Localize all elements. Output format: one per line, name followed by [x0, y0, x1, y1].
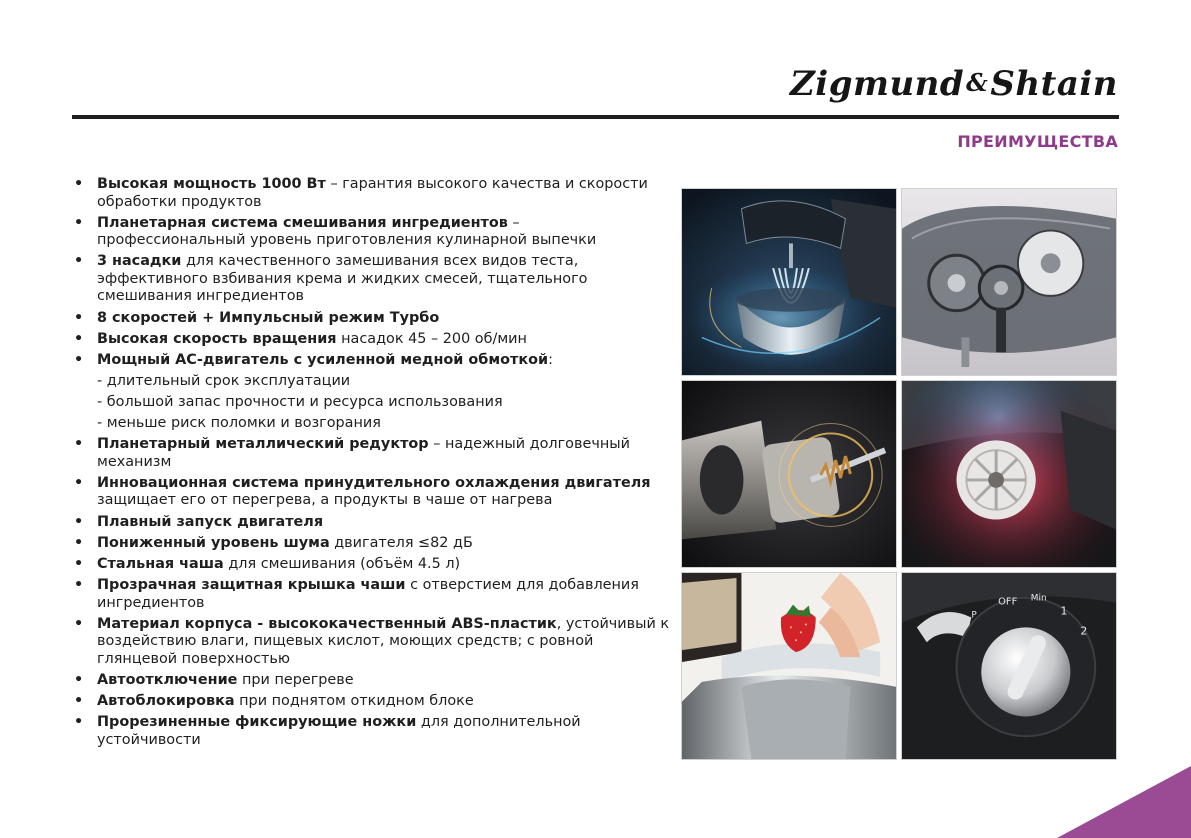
feature-highlight: Планетарная система смешивания ингредиентов	[97, 214, 508, 231]
feature-highlight: Планетарный металлический редуктор	[97, 436, 429, 453]
knob-label-min: Min	[1030, 593, 1047, 604]
knob-label-1: 1	[1060, 604, 1068, 618]
gearbox-cutaway-photo	[901, 188, 1117, 376]
feature-text: - длительный срок эксплуатации	[97, 373, 351, 390]
feature-text: для дополнительной устойчивости	[97, 714, 581, 748]
feature-subitem	[72, 415, 672, 433]
feature-text: – гарантия высокого качества и скорости обработки продуктов	[97, 176, 648, 210]
feature-item	[72, 556, 672, 574]
knob-label-pulse: P	[971, 610, 977, 621]
feature-highlight: Автоотключение	[97, 671, 238, 688]
feature-item	[72, 253, 672, 306]
feature-text: :	[548, 351, 553, 368]
feature-text: для смешивания (объём 4.5 л)	[223, 555, 461, 572]
feature-text: , устойчивый к воздействию влаги, пищевых кислот, моющих средств; с ровной глянцевой поверхностью	[97, 615, 670, 667]
feature-highlight: Прорезиненные фиксирующие ножки	[97, 714, 417, 731]
feature-item	[72, 514, 672, 532]
feature-text: для качественного замешивания всех видов теста, эффективного взбивания крема и жидких смесей, тщательного смешивания ингредиентов	[97, 253, 588, 305]
features-list	[72, 176, 672, 753]
feature-highlight: Плавный запуск двигателя	[97, 513, 324, 530]
feature-text: при поднятом откидном блоке	[234, 693, 474, 710]
feature-highlight: Прозрачная защитная крышка чаши	[97, 577, 406, 594]
bowl-lid-strawberry-photo	[681, 572, 897, 760]
feature-highlight: Высокая мощность 1000 Вт	[97, 176, 326, 192]
mixer-blue-glow-photo	[681, 188, 897, 376]
corner-accent-triangle	[1057, 766, 1191, 838]
feature-text: - меньше риск поломки и возгорания	[97, 415, 381, 432]
feature-subitem	[72, 373, 672, 391]
feature-item	[72, 176, 672, 211]
knob-label-off: OFF	[998, 596, 1018, 608]
feature-item	[72, 310, 672, 328]
feature-highlight: Инновационная система принудительного охлаждения двигателя	[97, 474, 651, 491]
knob-label-2: 2	[1080, 624, 1088, 638]
feature-item	[72, 352, 672, 370]
feature-subitem	[72, 394, 672, 412]
feature-item	[72, 693, 672, 711]
feature-highlight: Мощный АС-двигатель с усиленной медной обмоткой	[97, 351, 549, 368]
feature-item	[72, 215, 672, 250]
feature-item	[72, 616, 672, 669]
feature-highlight: Автоблокировка	[97, 693, 235, 710]
feature-highlight: Материал корпуса - высококачественный ABS-пластик	[97, 615, 557, 632]
feature-text: - большой запас прочности и ресурса использования	[97, 394, 503, 411]
feature-highlight: 3 насадки	[97, 253, 182, 270]
feature-highlight: Высокая скорость вращения	[97, 330, 337, 347]
corner-accent-shape	[1057, 766, 1191, 838]
feature-highlight: Стальная чаша	[97, 555, 224, 572]
feature-item	[72, 331, 672, 349]
feature-text: насадок 45 – 200 об/мин	[336, 330, 527, 347]
logo-left: Zigmund	[789, 64, 965, 104]
feature-text: с отверстием для добавления ингредиентов	[97, 577, 639, 611]
feature-item	[72, 475, 672, 510]
logo-amp: &	[966, 68, 989, 97]
feature-text: – надежный долговечный механизм	[97, 436, 630, 470]
feature-item	[72, 577, 672, 612]
feature-highlight: Пониженный уровень шума	[97, 534, 330, 551]
feature-item	[72, 672, 672, 690]
header-rule	[72, 115, 1119, 119]
cooling-fan-photo	[901, 380, 1117, 568]
feature-item	[72, 714, 672, 749]
feature-item	[72, 535, 672, 553]
feature-highlight: 8 скоростей + Импульсный режим Турбо	[97, 309, 440, 326]
brand-logo	[790, 64, 1118, 104]
feature-item	[72, 436, 672, 471]
speed-knob-photo	[901, 572, 1117, 760]
section-title: ПРЕИМУЩЕСТВА	[957, 132, 1118, 151]
feature-text: защищает его от перегрева, а продукты в чаше от нагрева	[97, 492, 553, 509]
logo-right: Shtain	[990, 64, 1118, 104]
feature-text: – профессиональный уровень приготовления кулинарной выпечки	[97, 214, 597, 249]
product-photo-gallery	[681, 188, 1117, 760]
motor-copper-coil-photo	[681, 380, 897, 568]
feature-text: двигателя ≤82 дБ	[329, 534, 473, 551]
feature-text: при перегреве	[237, 671, 354, 688]
